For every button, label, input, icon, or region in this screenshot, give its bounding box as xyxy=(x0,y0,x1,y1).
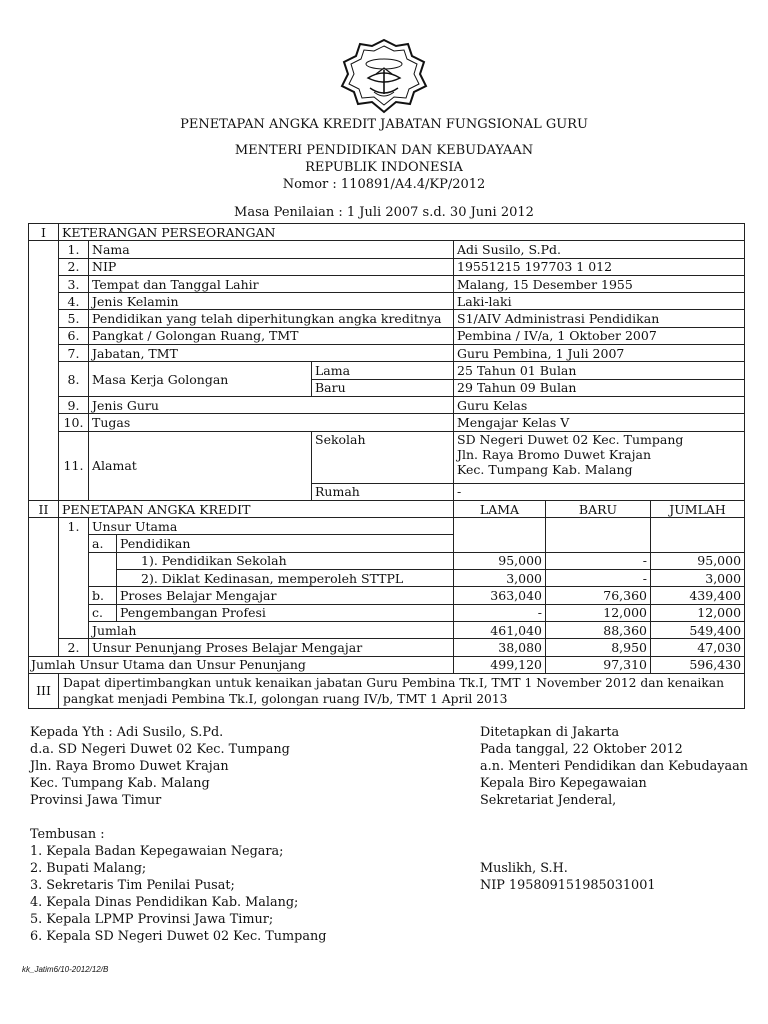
alamat-row: Rumah - xyxy=(29,483,745,500)
table-row: 1. Nama Adi Susilo, S.Pd. xyxy=(29,241,745,258)
signer-block xyxy=(480,860,655,894)
table-row: b. Proses Belajar Mengajar 363,040 76,360 439,400 xyxy=(29,587,745,604)
signatory-block: Ditetapkan di Jakarta Pada tanggal, 22 Oktober 2012 a.n. Menteri Pendidikan dan Kebudayaan Kepala Biro Kepegawaian Sekretariat Jenderal, xyxy=(480,725,749,808)
recipient-block: Kepada Yth : Adi Susilo, S.Pd. d.a. SD Negeri Duwet 02 Kec. Tumpang Jln. Raya Bromo Duwet Krajan Kec. Tumpang Kab. Malang Provinsi Jawa Timur xyxy=(30,725,290,808)
republic-name: REPUBLIK INDONESIA xyxy=(305,160,463,175)
tut-wuri-handayani-logo xyxy=(338,38,430,116)
table-row: 2. NIP 19551215 197703 1 012 xyxy=(29,258,745,275)
ministry-name: MENTERI PENDIDIKAN DAN KEBUDAYAAN xyxy=(234,143,534,158)
masa-kerja-row: 8. Masa Kerja Golongan Lama 25 Tahun 01 Bulan xyxy=(29,362,745,379)
decree-number: Nomor : 110891/A4.4/KP/2012 xyxy=(282,177,486,192)
section-title: KETERANGAN PERSEORANGAN xyxy=(59,224,745,241)
table-row: 1). Pendidikan Sekolah 95,000 - 95,000 xyxy=(29,552,745,569)
alamat-row: 11. Alamat Sekolah SD Negeri Duwet 02 Kec. Tumpang Jln. Raya Bromo Duwet Krajan Kec. Tumpang Kab. Malang xyxy=(29,431,745,483)
subtotal-row: Jumlah 461,040 88,360 549,400 xyxy=(29,621,745,638)
section-number: I xyxy=(29,224,59,241)
section-3-row: III Dapat dipertimbangkan untuk kenaikan jabatan Guru Pembina Tk.I, TMT 1 November 2012 dan kenaikan pangkat menjadi Pembina Tk.I, golongan ruang IV/b, TMT 1 April 2013 xyxy=(29,673,745,708)
table-row: 6. Pangkat / Golongan Ruang, TMT Pembina / IV/a, 1 Oktober 2007 xyxy=(29,327,745,344)
table-row: 5. Pendidikan yang telah diperhitungkan angka kreditnya S1/AIV Administrasi Pendidikan xyxy=(29,310,745,327)
masa-kerja-row: Baru 29 Tahun 09 Bulan xyxy=(29,379,745,396)
table-row: 10. Tugas Mengajar Kelas V xyxy=(29,414,745,431)
table-row: 1. Unsur Utama xyxy=(29,518,745,535)
signer-nip: NIP 195809151985031001 xyxy=(480,878,656,893)
credit-table xyxy=(28,223,745,709)
table-row: 7. Jabatan, TMT Guru Pembina, 1 Juli 2007 xyxy=(29,345,745,362)
grand-total-row: Jumlah Unsur Utama dan Unsur Penunjang 499,120 97,310 596,430 xyxy=(29,656,745,673)
table-row: c. Pengembangan Profesi - 12,000 12,000 xyxy=(29,604,745,621)
table-row: 4. Jenis Kelamin Laki-laki xyxy=(29,293,745,310)
assessment-period: Masa Penilaian : 1 Juli 2007 s.d. 30 Juni 2012 xyxy=(234,205,534,220)
table-row: 3. Tempat dan Tanggal Lahir Malang, 15 Desember 1955 xyxy=(29,275,745,292)
table-row: 2. Unsur Penunjang Proses Belajar Mengajar 38,080 8,950 47,030 xyxy=(29,639,745,656)
table-row: 9. Jenis Guru Guru Kelas xyxy=(29,396,745,413)
footer-code: kk_Jatim6/10-2012/12/B xyxy=(22,965,109,974)
signer-name: Muslikh, S.H. xyxy=(480,861,568,876)
tembusan-block: Tembusan : 1. Kepala Badan Kepegawaian Negara; 2. Bupati Malang; 3. Sekretaris Tim Penilai Pusat; 4. Kepala Dinas Pendidikan Kab. Malang; 5. Kepala LPMP Provinsi Jawa Timur; 6. Kepala SD Negeri Duwet 02 Kec. Tumpang xyxy=(30,827,327,944)
table-row: a. Pendidikan xyxy=(29,535,745,552)
section-2-header: II PENETAPAN ANGKA KREDIT LAMA BARU JUMLAH xyxy=(29,500,745,517)
document-title: PENETAPAN ANGKA KREDIT JABATAN FUNGSIONAL GURU xyxy=(180,117,588,132)
table-row: 2). Diklat Kedinasan, memperoleh STTPL 3,000 - 3,000 xyxy=(29,570,745,587)
section-1-header xyxy=(29,224,745,241)
